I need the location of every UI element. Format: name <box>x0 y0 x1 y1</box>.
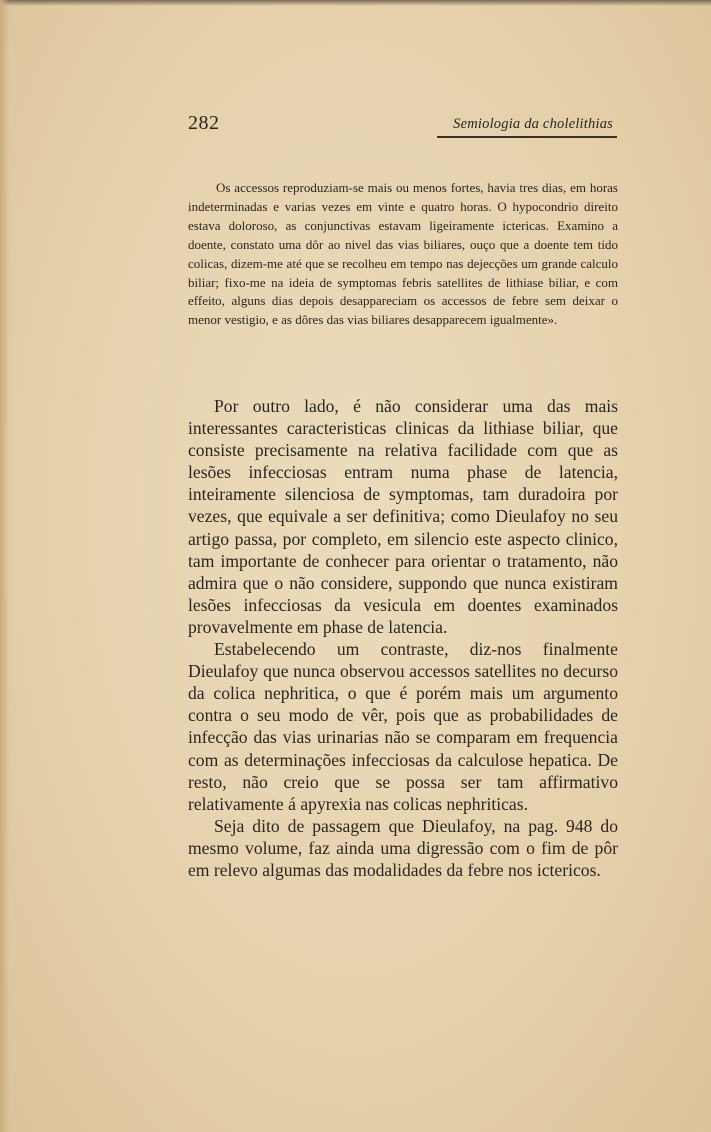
page-number: 282 <box>188 112 220 134</box>
page-top-edge <box>0 0 711 6</box>
running-title: Semiologia da cholelithias <box>453 116 613 132</box>
header-rule <box>437 136 617 138</box>
paragraph: Por outro lado, é não considerar uma das mais interessantes caracteristicas clinicas da lithiase biliar, que consiste precisamente na relativa facilidade com que as lesões infecciosas entram numa phase de latencia, inteiramente silenciosa de symptomas, tam duradoira por vezes, que equivale a ser definitiva; como Dieulafoy no seu artigo passa, por completo, em silencio este aspecto clinico, tam importante de conhecer para orientar o tratamento, não admira que o não considere, suppondo que nunca existiram lesões infecciosas da vesicula em doentes examinados provavelmente em phase de latencia. <box>188 396 618 637</box>
paragraph: Seja dito de passagem que Dieulafoy, na pag. 948 do mesmo volume, faz ainda uma digressão com o fim de pôr em relevo algumas das modalidades da febre nos ictericos. <box>188 815 618 880</box>
quoted-passage: Os accessos reproduziam-se mais ou menos fortes, havia tres dias, em horas indeterminadas e varias vezes em vinte e quatro horas. O hypocondrio direito estava doloroso, as conjunctivas estavam ligeiramente ictericas. Examino a doente, constato uma dôr ao nivel das vias biliares, ouço que a doente tem tido colicas, dizem-me até que se recolheu em tempo nas dejecções um grande calculo biliar; fixo-me na ideia de symptomas febris satellites de lithiase biliar, e com effeito, alguns dias depois desappareciam os accessos de febre sem deixar o menor vestigio, e as dôres das vias biliares desapparecem igualmente». <box>188 180 618 328</box>
page-header <box>187 112 617 140</box>
body-text <box>188 395 618 881</box>
page-left-edge <box>0 0 10 1132</box>
paragraph: Estabelecendo um contraste, diz-nos finalmente Dieulafoy que nunca observou accessos satellites no decurso da colica nephritica, o que é porém mais um argumento contra o seu modo de vêr, pois que as probabilidades de infecção das vias urinarias não se comparam em frequencia com as determinações infecciosas da calculose hepatica. De resto, não creio que se possa ser tam affirmativo relativamente á apyrexia nas colicas nephriticas. <box>188 639 618 814</box>
